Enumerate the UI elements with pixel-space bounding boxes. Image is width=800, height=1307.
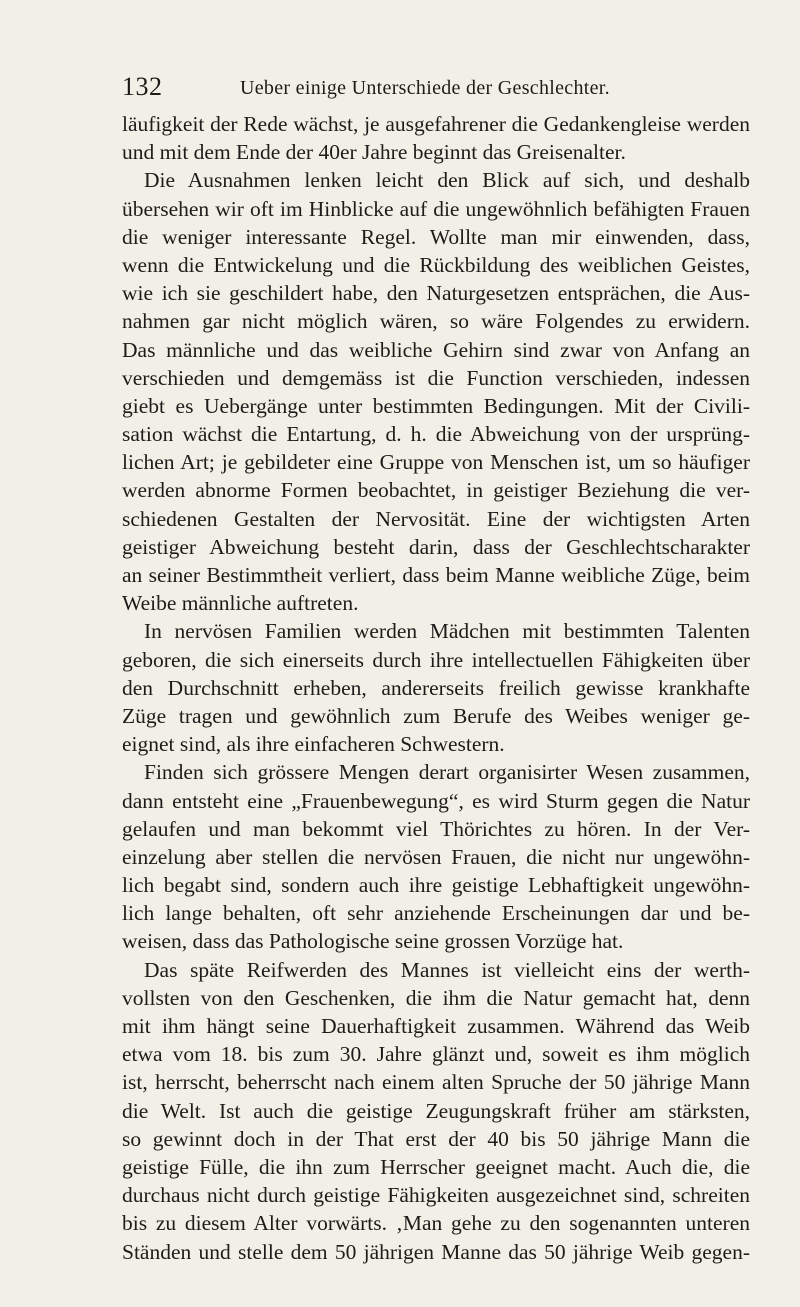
text-line: sation wächst die Entartung, d. h. die Abweichung von der ursprüng- [122,422,750,447]
text-line: vollsten von den Geschenken, die ihm die Natur gemacht hat, denn [122,985,750,1010]
text-line: Weibe männliche auftreten. [122,591,359,616]
running-title: Ueber einige Unterschiede der Geschlechter. [240,77,610,99]
text-line: und mit dem Ende der 40er Jahre beginnt das Greisenalter. [122,140,626,165]
text-line: bis zu diesem Alter vorwärts. ‚Man gehe zu den sogenannten unteren [122,1211,750,1236]
text-line: eignet sind, als ihre einfacheren Schwestern. [122,732,505,757]
text-line: an seiner Bestimmtheit verliert, dass beim Manne weibliche Züge, beim [122,563,750,587]
text-line: wenn die Entwickelung und die Rückbildung des weiblichen Geistes, [122,252,750,277]
text-line: schiedenen Gestalten der Nervosität. Eine der wichtigsten Arten [122,506,750,531]
text-line: lichen Art; je gebildeter eine Gruppe von Menschen ist, um so häufiger [122,450,750,475]
text-line: etwa vom 18. bis zum 30. Jahre glänzt und, soweit es ihm möglich [122,1042,750,1067]
text-line: so gewinnt doch in der That erst der 40 bis 50 jährige Mann die [122,1126,750,1151]
text-line: gelaufen und man bekommt viel Thörichtes zu hören. In der Ver- [122,816,750,841]
text-line: geistige Fülle, die ihn zum Herrscher geeignet macht. Auch die, die [122,1154,750,1179]
text-line: lich begabt sind, sondern auch ihre geistige Lebhaftigkeit ungewöhn- [122,873,750,898]
text-line: Die Ausnahmen lenken leicht den Blick auf sich, und deshalb [144,168,750,193]
text-line: läufigkeit der Rede wächst, je ausgefahrener die Gedankengleise werden [122,112,750,136]
text-line: Züge tragen und gewöhnlich zum Berufe des Weibes weniger ge- [122,703,750,728]
text-line: Das männliche und das weibliche Gehirn sind zwar von Anfang an [122,337,750,362]
text-line: verschieden und demgemäss ist die Function verschieden, indessen [122,365,750,390]
text-line: die weniger interessante Regel. Wollte man mir einwenden, dass, [122,224,750,249]
text-line: In nervösen Familien werden Mädchen mit bestimmten Talenten [144,619,750,644]
text-line: Das späte Reifwerden des Mannes ist vielleicht eins der werth- [144,957,750,982]
text-line: den Durchschnitt erheben, andererseits freilich gewisse krankhafte [122,675,750,700]
text-line: weisen, dass das Pathologische seine grossen Vorzüge hat. [122,929,624,954]
text-line: werden abnorme Formen beobachtet, in geistiger Beziehung die ver- [122,478,750,503]
body-text [122,110,750,1266]
text-line: einzelung aber stellen die nervösen Frauen, die nicht nur ungewöhn- [122,844,750,869]
text-line: ist, herrscht, beherrscht nach einem alten Spruche der 50 jährige Mann [122,1070,750,1095]
text-line: Finden sich grössere Mengen derart organisirter Wesen zusammen, [144,760,750,785]
text-line: lich lange behalten, oft sehr anziehende Erscheinungen dar und be- [122,901,750,926]
text-line: nahmen gar nicht möglich wären, so wäre Folgendes zu erwidern. [122,309,750,334]
text-line: übersehen wir oft im Hinblicke auf die ungewöhnlich befähigten Frauen [122,196,750,221]
text-line: mit ihm hängt seine Dauerhaftigkeit zusammen. Während das Weib [122,1014,750,1038]
text-line: durchaus nicht durch geistige Fähigkeiten ausgezeichnet sind, schreiten [122,1183,750,1208]
text-line: Ständen und stelle dem 50 jährigen Manne das 50 jährige Weib gegen- [122,1239,750,1264]
page-number: 132 [122,72,163,101]
text-line: geistiger Abweichung besteht darin, dass der Geschlechtscharakter [122,534,750,559]
text-line: dann entsteht eine „Frauenbewegung“, es wird Sturm gegen die Natur [122,788,750,813]
text-line: giebt es Uebergänge unter bestimmten Bedingungen. Mit der Civili- [122,393,750,418]
text-line: die Welt. Ist auch die geistige Zeugungskraft früher am stärksten, [122,1098,750,1123]
text-line: wie ich sie geschildert habe, den Naturgesetzen entsprächen, die Aus- [122,281,750,306]
text-line: geboren, die sich einerseits durch ihre intellectuellen Fähigkeiten über [122,647,750,672]
